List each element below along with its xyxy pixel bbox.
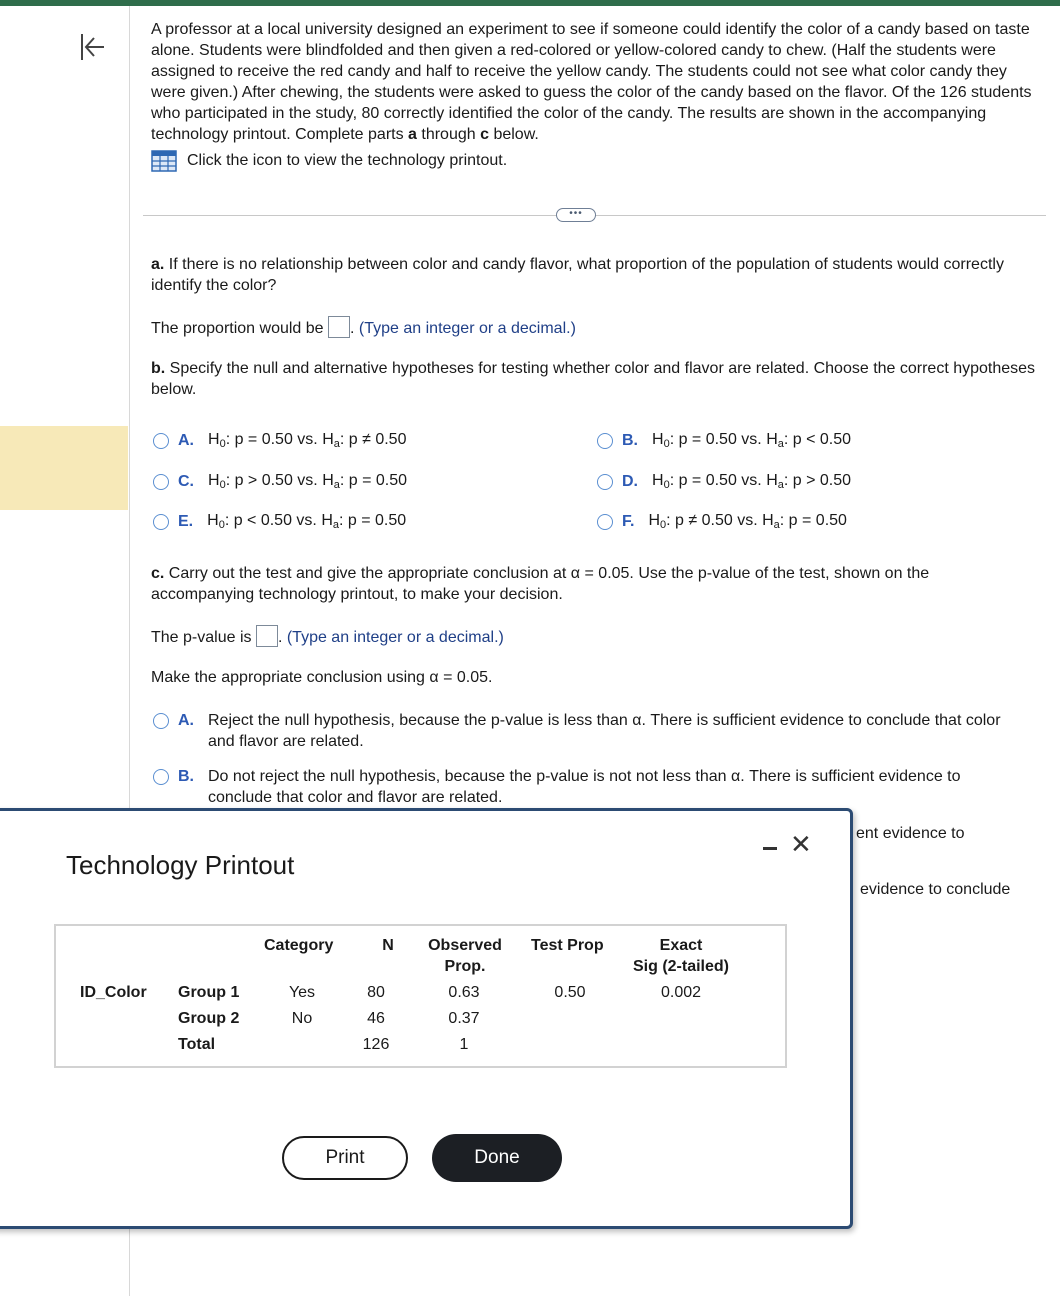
collapse-left-icon[interactable] [76, 30, 106, 64]
radio-button[interactable] [597, 474, 613, 490]
group-1-test-prop: 0.50 [554, 984, 586, 1001]
group-2-label: Group 2 [178, 1010, 240, 1027]
pvalue-input[interactable] [256, 625, 278, 647]
group-1-category: Yes [288, 984, 316, 1001]
option-text: $H_0$: p = 0.50 vs. $H_a$: p ≠ 0.50 [208, 431, 407, 450]
minimize-icon[interactable] [761, 835, 779, 855]
total-label: Total [178, 1036, 216, 1053]
close-icon[interactable]: ✕ [790, 829, 812, 859]
option-text: $H_0$: p > 0.50 vs. $H_a$: p = 0.50 [208, 472, 408, 491]
radio-button[interactable] [597, 514, 613, 530]
option-text: Do not reject the null hypothesis, because the p-value is not not less than α. There is sufficient evidence to conclude that color and flavor are related. [208, 768, 961, 806]
part-a-answer-row [151, 316, 1036, 339]
left-rail-highlight [0, 426, 128, 510]
hypothesis-option-a[interactable] [153, 431, 406, 450]
option-text: Reject the null hypothesis, because the p-value is less than α. There is sufficient evidence to conclude that color and flavor are related. [208, 712, 1001, 750]
part-a-text: If there is no relationship between color and candy flavor, what proportion of the population of students would correctly identify the color? [151, 256, 1004, 294]
header-exact-sig: Exact Sig (2-tailed) [632, 937, 729, 975]
hypothesis-option-e[interactable] [153, 512, 406, 531]
radio-button[interactable] [153, 713, 169, 729]
row-label-id-color: ID_Color [80, 984, 147, 1001]
intro-part-a: a [408, 126, 417, 143]
hypothesis-option-d[interactable] [597, 472, 851, 491]
expand-dots-button[interactable]: ••• [556, 208, 596, 222]
option-letter: A. [178, 712, 194, 729]
part-c-label: c. [151, 565, 165, 582]
hypothesis-option-c[interactable] [153, 472, 407, 491]
proportion-label: The proportion would be [151, 320, 328, 337]
group-2-prop: 0.37 [448, 1010, 480, 1027]
option-letter: B. [178, 768, 194, 785]
conclusion-option-b[interactable] [153, 766, 1033, 808]
part-a-label: a. [151, 256, 165, 273]
technology-printout-dialog [0, 808, 853, 1229]
printout-table [54, 924, 787, 1068]
option-text: $H_0$: p = 0.50 vs. $H_a$: p > 0.50 [652, 472, 852, 491]
radio-button[interactable] [153, 433, 169, 449]
part-b-label: b. [151, 360, 166, 377]
intro-text-below: below. [489, 126, 539, 143]
option-letter: A. [178, 431, 194, 449]
question-intro [151, 19, 1036, 145]
proportion-hint: (Type an integer or a decimal.) [358, 320, 576, 337]
part-b-text: Specify the null and alternative hypotheses for testing whether color and flavor are related. Choose the correct hypotheses below. [151, 360, 1036, 398]
printout-link[interactable] [151, 150, 507, 172]
total-prop: 1 [459, 1036, 469, 1053]
radio-button[interactable] [153, 769, 169, 785]
header-category: Category [264, 937, 334, 954]
option-letter: D. [622, 472, 638, 490]
option-letter: F. [622, 512, 635, 530]
part-b-question [151, 358, 1036, 400]
conclusion-option-a[interactable] [153, 710, 1033, 752]
part-c-question [151, 563, 1036, 605]
print-button[interactable]: Print [282, 1136, 408, 1180]
pvalue-label: The p-value is [151, 629, 256, 646]
pvalue-hint: (Type an integer or a decimal.) [286, 629, 504, 646]
top-accent-bar [0, 0, 1060, 6]
obscured-option-c-text: ent evidence to [856, 825, 965, 842]
radio-button[interactable] [153, 514, 169, 530]
total-n: 126 [362, 1036, 390, 1053]
intro-text: A professor at a local university designed an experiment to see if someone could identify the color of a candy based on taste alone. Students were blindfolded and then given a red-colored or yellow-colored candy to chew. (Half the students were assigned to receive the red candy and half to receive the yellow candy. The students could not see what color candy they were given.) After chewing, the students were asked to guess the color of the candy based on the flavor. Of the 126 students who participated in the study, 80 correctly identified the color of the candy. The results are shown in the accompanying technology printout. Complete parts [151, 21, 1032, 143]
group-2-n: 46 [367, 1010, 385, 1027]
part-c-text: Carry out the test and give the appropriate conclusion at α = 0.05. Use the p-value of the test, shown on the accompanying technology printout, to make your decision. [151, 565, 930, 603]
option-text: $H_0$: p = 0.50 vs. $H_a$: p < 0.50 [652, 431, 852, 450]
header-observed-prop: Observed Prop. [428, 937, 502, 975]
header-test-prop: Test Prop [531, 937, 604, 954]
group-1-sig: 0.002 [660, 984, 702, 1001]
group-2-category: No [291, 1010, 313, 1027]
table-icon[interactable] [151, 150, 177, 172]
group-1-label: Group 1 [178, 984, 240, 1001]
intro-text-through: through [416, 126, 481, 143]
group-1-n: 80 [367, 984, 385, 1001]
radio-button[interactable] [153, 474, 169, 490]
group-1-prop: 0.63 [448, 984, 480, 1001]
option-text: $H_0$: p ≠ 0.50 vs. $H_a$: p = 0.50 [648, 512, 847, 531]
option-letter: C. [178, 472, 194, 490]
dialog-title: Technology Printout [66, 850, 295, 880]
hypothesis-option-b[interactable] [597, 431, 851, 450]
pvalue-period: . [277, 629, 283, 646]
printout-link-label[interactable]: Click the icon to view the technology printout. [187, 152, 508, 169]
option-letter: E. [178, 512, 194, 530]
obscured-option-d-text: evidence to conclude [860, 881, 1011, 898]
proportion-input[interactable] [328, 316, 350, 338]
header-n: N [382, 937, 394, 954]
part-a-question [151, 254, 1036, 296]
done-button[interactable]: Done [432, 1134, 562, 1182]
pvalue-answer-row [151, 625, 1036, 648]
radio-button[interactable] [597, 433, 613, 449]
conclusion-prompt: Make the appropriate conclusion using α = 0.05. [151, 669, 493, 686]
option-letter: B. [622, 431, 638, 449]
proportion-period: . [350, 320, 355, 337]
hypothesis-option-f[interactable] [597, 512, 847, 531]
intro-part-c: c [480, 126, 489, 143]
option-text: $H_0$: p < 0.50 vs. $H_a$: p = 0.50 [207, 512, 407, 531]
